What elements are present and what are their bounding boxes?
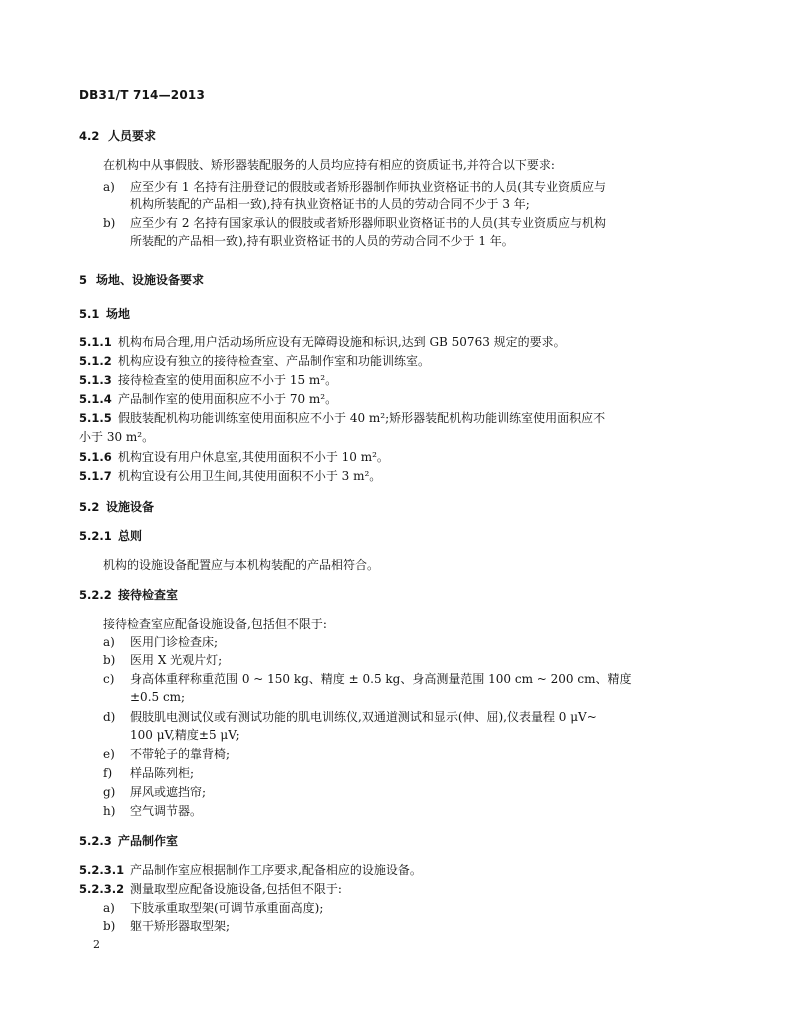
list-label: f) bbox=[103, 766, 113, 780]
clause-text: 产品制作室的使用面积应不小于 70 m²。 bbox=[118, 392, 338, 406]
list-item-text: 应至少有 2 名持有国家承认的假肢或者矫形器师职业资格证书的人员(其专业资质应与机构 bbox=[130, 216, 606, 230]
list-item-text: 样品陈列柜; bbox=[130, 766, 195, 780]
clause-number: 5.1.2 bbox=[79, 354, 112, 368]
list-label: g) bbox=[103, 785, 116, 799]
list-label: b) bbox=[103, 216, 116, 230]
list-item-text: 100 μV,精度±5 μV; bbox=[130, 728, 240, 742]
list-label: h) bbox=[103, 804, 116, 818]
clause-text: 机构应设有独立的接待检查室、产品制作室和功能训练室。 bbox=[118, 354, 431, 368]
clause-text: 机构宜设有公用卫生间,其使用面积不小于 3 m²。 bbox=[118, 469, 382, 483]
list-label: b) bbox=[103, 919, 116, 933]
list-item-text: 医用 X 光观片灯; bbox=[130, 653, 223, 667]
clause-text: 接待检查室的使用面积应不小于 15 m²。 bbox=[118, 373, 338, 387]
list-label: d) bbox=[103, 710, 116, 724]
document-header-id: DB31/T 714—2013 bbox=[79, 88, 205, 102]
section-number: 5 bbox=[79, 273, 88, 287]
clause-number: 5.1.1 bbox=[79, 335, 112, 349]
paragraph: 接待检查室应配备设施设备,包括但不限于: bbox=[103, 617, 327, 631]
clause-number: 5.1.7 bbox=[79, 469, 112, 483]
clause-number: 5.1.5 bbox=[79, 411, 112, 425]
clause-text: 机构布局合理,用户活动场所应设有无障碍设施和标识,达到 GB 50763 规定的要求。 bbox=[118, 335, 566, 349]
section-title: 产品制作室 bbox=[118, 834, 179, 848]
section-title: 设施设备 bbox=[106, 500, 155, 514]
page-number: 2 bbox=[93, 938, 100, 951]
section-number: 5.2 bbox=[79, 500, 100, 514]
section-number: 5.2.3 bbox=[79, 834, 112, 848]
list-item-text: 医用门诊检查床; bbox=[130, 635, 219, 649]
list-item-text: 所装配的产品相一致),持有职业资格证书的人员的劳动合同不少于 1 年。 bbox=[130, 234, 514, 248]
list-label: a) bbox=[103, 635, 115, 649]
clause-number: 5.2.3.1 bbox=[79, 863, 125, 877]
list-item-text: 假肢肌电测试仪或有测试功能的肌电训练仪,双通道测试和显示(伸、屈),仪表量程 0 μV~ bbox=[130, 710, 597, 724]
section-number: 4.2 bbox=[79, 129, 100, 143]
clause-number: 5.2.3.2 bbox=[79, 882, 125, 896]
paragraph: 机构的设施设备配置应与本机构装配的产品相符合。 bbox=[103, 558, 380, 572]
list-item-text: 屏风或遮挡帘; bbox=[130, 785, 207, 799]
list-item-text: 身高体重秤称重范围 0 ~ 150 kg、精度 ± 0.5 kg、身高测量范围 100 cm ~ 200 cm、精度 bbox=[130, 672, 632, 686]
list-item-text: 机构所装配的产品相一致),持有执业资格证书的人员的劳动合同不少于 3 年; bbox=[130, 197, 530, 211]
section-title: 场地、设施设备要求 bbox=[96, 273, 205, 287]
clause-text: 机构宜设有用户休息室,其使用面积不小于 10 m²。 bbox=[118, 450, 389, 464]
section-number: 5.2.1 bbox=[79, 529, 112, 543]
section-title: 人员要求 bbox=[108, 129, 157, 143]
list-label: c) bbox=[103, 672, 115, 686]
section-title: 总则 bbox=[118, 529, 143, 543]
list-item-text: ±0.5 cm; bbox=[130, 690, 186, 704]
list-item-text: 不带轮子的靠背椅; bbox=[130, 747, 231, 761]
section-number: 5.2.2 bbox=[79, 588, 112, 602]
clause-text: 假肢装配机构功能训练室使用面积应不小于 40 m²;矫形器装配机构功能训练室使用面积应不 bbox=[118, 411, 606, 425]
list-label: a) bbox=[103, 180, 115, 194]
list-label: a) bbox=[103, 901, 115, 915]
clause-text: 产品制作室应根据制作工序要求,配备相应的设施设备。 bbox=[130, 863, 422, 877]
clause-text: 测量取型应配备设施设备,包括但不限于: bbox=[130, 882, 342, 896]
section-title: 接待检查室 bbox=[118, 588, 179, 602]
clause-number: 5.1.3 bbox=[79, 373, 112, 387]
list-item-text: 应至少有 1 名持有注册登记的假肢或者矫形器制作师执业资格证书的人员(其专业资质应与 bbox=[130, 180, 606, 194]
clause-number: 5.1.6 bbox=[79, 450, 112, 464]
list-label: e) bbox=[103, 747, 115, 761]
section-number: 5.1 bbox=[79, 307, 100, 321]
list-item-text: 下肢承重取型架(可调节承重面高度); bbox=[130, 901, 324, 915]
clause-number: 5.1.4 bbox=[79, 392, 112, 406]
list-label: b) bbox=[103, 653, 116, 667]
list-item-text: 躯干矫形器取型架; bbox=[130, 919, 231, 933]
list-item-text: 空气调节器。 bbox=[130, 804, 203, 818]
paragraph: 在机构中从事假肢、矫形器装配服务的人员均应持有相应的资质证书,并符合以下要求: bbox=[103, 158, 555, 172]
section-title: 场地 bbox=[106, 307, 131, 321]
clause-text: 小于 30 m²。 bbox=[79, 430, 155, 444]
